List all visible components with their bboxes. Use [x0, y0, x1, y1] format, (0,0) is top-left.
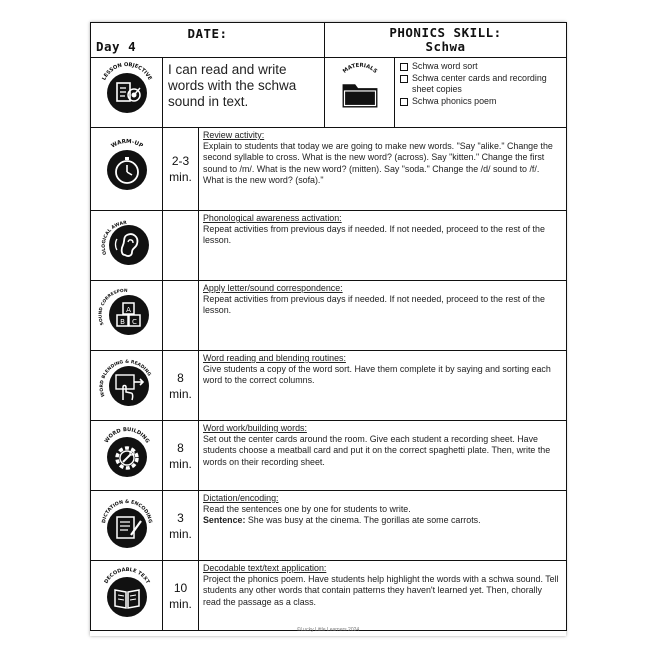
time-cell	[163, 281, 199, 351]
materials-item: Schwa phonics poem	[399, 96, 562, 108]
svg-text:WORD BLENDING & READING: WORD BLENDING & READING	[99, 359, 151, 398]
svg-text:WARM-UP: WARM-UP	[109, 138, 144, 150]
checkbox-icon	[400, 75, 408, 83]
phonics-skill-value: Schwa	[425, 39, 466, 54]
svg-text:C: C	[131, 318, 137, 326]
abc-blocks-icon	[95, 281, 159, 345]
time-cell: 8 min.	[163, 421, 199, 491]
lesson-row-word-blending	[91, 351, 567, 421]
svg-text:WORD BUILDING: WORD BUILDING	[103, 426, 150, 445]
lesson-objective-icon	[95, 58, 159, 122]
lesson-row-word-building	[91, 421, 567, 491]
svg-text:A: A	[125, 306, 131, 314]
svg-text:PHONOLOGICAL AWARENESS: OLOGICAL AWAR	[101, 220, 127, 256]
stopwatch-icon	[95, 135, 159, 199]
lesson-row-phonological-awareness	[91, 211, 567, 281]
open-book-icon	[95, 561, 159, 625]
activity-title: Apply letter/sound correspondence:	[203, 283, 343, 293]
day-label: Day 4	[96, 39, 137, 54]
pointing-hand-icon	[95, 351, 159, 415]
activity-text: Project the phonics poem. Have students help highlight the words with a schwa sound. Tell students any other words that contain patterns they haven't learned yet. Then, chorally read the passage as a class.	[203, 574, 559, 607]
activity-title: Review activity:	[203, 130, 265, 140]
activity-cell	[199, 211, 567, 281]
writing-paper-icon	[95, 491, 159, 555]
sentence-text: She was busy at the cinema. The gorillas ate some carrots.	[245, 515, 481, 526]
activity-title: Phonological awareness activation:	[203, 213, 342, 223]
svg-text:DICTATION & ENCODING: DICTATION & ENCODING	[101, 499, 152, 524]
objective-icon-cell	[91, 58, 163, 128]
activity-cell	[199, 351, 567, 421]
activity-cell	[199, 421, 567, 491]
activity-title: Word work/building words:	[203, 423, 307, 433]
folder-icon	[329, 59, 391, 121]
lesson-row-warm-up	[91, 128, 567, 211]
lesson-plan-sheet	[90, 22, 566, 636]
activity-text: Explain to students that today we are going to make new words. "Say "alike." Change the second syllable to cross. What is the new word? (across). Say "kitten." Change the first sound to /m/. What is the new word? (mitten). Say "soda." Change the /d/ sound to /f/. What is the new word? (sofa)."	[203, 141, 553, 185]
time-cell: 8 min.	[163, 351, 199, 421]
lesson-row-decodable-text	[91, 561, 567, 631]
activity-text: Set out the center cards around the room. Give each student a recording sheet. Have students choose a meatball card and put it on the correct spaghetti plate. Then, write the words on their recording sheet.	[203, 434, 551, 467]
phonics-skill-label: PHONICS SKILL:	[389, 25, 502, 40]
activity-cell	[199, 281, 567, 351]
lesson-plan-table	[90, 22, 567, 631]
time-cell: 10 min.	[163, 561, 199, 631]
checkbox-icon	[400, 98, 408, 106]
activity-cell	[199, 128, 567, 211]
date-label: DATE:	[187, 26, 228, 41]
activity-text: Repeat activities from previous days if needed. If not needed, proceed to the rest of the lesson.	[203, 294, 545, 316]
activity-cell	[199, 561, 567, 631]
svg-text:MATERIALS: MATERIALS	[341, 62, 378, 75]
objective-text: I can read and write words with the schwa sound in text.	[163, 58, 325, 128]
activity-text: Read the sentences one by one for students to write.	[203, 504, 411, 515]
sentence-label: Sentence:	[203, 515, 246, 526]
activity-cell	[199, 491, 567, 561]
copyright-footer: ©Lucky Little Learners 2024	[296, 627, 360, 633]
materials-list-cell	[395, 58, 567, 128]
materials-item: Schwa center cards and recording sheet copies	[399, 73, 562, 96]
svg-text:LETTER SOUND CORRESPONDENCE: SOUND CORRESPON	[97, 288, 128, 326]
materials-item: Schwa word sort	[399, 61, 562, 73]
activity-text: Repeat activities from previous days if needed. If not needed, proceed to the rest of the lesson.	[203, 224, 545, 246]
gear-wrench-icon	[95, 421, 159, 485]
svg-text:LESSON OBJECTIVE: LESSON OBJECTIVE	[100, 61, 153, 82]
materials-icon-cell	[325, 58, 395, 128]
lesson-row-letter-sound	[91, 281, 567, 351]
ear-icon	[95, 211, 159, 275]
time-cell	[163, 211, 199, 281]
activity-text: Give students a copy of the word sort. Have them complete it by saying and sorting each word to the correct columns.	[203, 364, 551, 386]
lesson-row-dictation	[91, 491, 567, 561]
date-cell	[91, 23, 325, 58]
activity-title: Dictation/encoding:	[203, 493, 279, 503]
svg-text:B: B	[119, 318, 125, 326]
time-cell: 2-3 min.	[163, 128, 199, 211]
checkbox-icon	[400, 63, 408, 71]
activity-title: Word reading and blending routines:	[203, 353, 346, 363]
svg-text:DECODABLE TEXT: DECODABLE TEXT	[102, 566, 151, 585]
time-cell: 3 min.	[163, 491, 199, 561]
activity-title: Decodable text/text application:	[203, 563, 327, 573]
phonics-skill-cell	[325, 23, 567, 58]
